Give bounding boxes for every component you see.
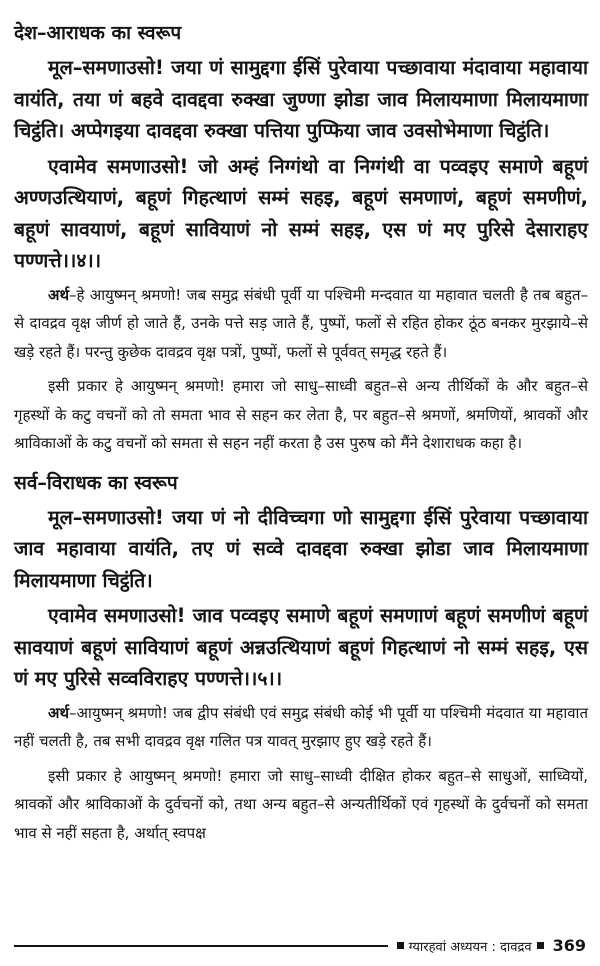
- section-heading: देश–आराधक का स्वरूप: [14, 22, 182, 44]
- arth-text: –हे आयुष्मन् श्रमणो! जब समुद्र संबंधी पूर्वी या पश्चिमी मन्दवात या महावात चलती है तब बहुत–से दावद्रव वृक्ष जीर्ण हो जाते हैं, उनके पत्ते सड़ जाते हैं, पुष्पों, फलों से रहित होकर ठूंठ बनकर मुरझाये–से खड़े रहते हैं। परन्तु कुछेक दावद्रव वृक्ष पत्रों, पुष्पों, फलों से पूर्ववत् समृद्ध रहते हैं।: [14, 285, 588, 361]
- arth-paragraph: [14, 281, 588, 367]
- section-sarva-viradhak: [14, 468, 588, 848]
- page-footer: [14, 936, 586, 955]
- chapter-title: ग्यारहवां अध्ययन : दावद्रव: [408, 939, 532, 955]
- section-desh-aradhak: [14, 18, 588, 458]
- mool-paragraph: मूल–समणाउसो! जया णं सामुद्दगा ईसिं पुरेवाया पच्छावाया मंदावाया महावाया वायंति, तया णं बहवे दावद्दवा रुक्खा जुण्णा झोडा जाव मिलायमाणा मिलायमाणा चिट्ठंति। अप्पेगइया दावद्दवा रुक्खा पत्तिया पुप्फिया जाव उवसोभेमाणा चिट्ठंति।: [14, 56, 588, 142]
- arth-paragraph: इसी प्रकार हे आयुष्मन् श्रमणो! हमारा जो साधु–साध्वी बहुत–से अन्य तीर्थिकों के और बहुत–से गृहस्थों के कटु वचनों को तो समता भाव से सहन कर लेता है, पर बहुत–से श्रमणों, श्रमणियों, श्रावकों और श्राविकाओं के कटु वचनों को समता से सहन नहीं करता है उस पुरुष को मैंने देशाराधक कहा है।: [14, 377, 588, 452]
- page-number: 369: [552, 936, 586, 955]
- arth-text: –आयुष्मन् श्रमणो! जब द्वीप संबंधी एवं समुद्र संबंधी कोई भी पूर्वी या पश्चिमी मंदवात या महावात नहीं चलती है, तब सभी दावद्रव वृक्ष गलित पत्र यावत् मुरझाए हुए खड़े रहते हैं।: [14, 703, 588, 750]
- arth-paragraph: इसी प्रकार हे आयुष्मन् श्रमणो! हमारा जो साधु–साध्वी दीक्षित होकर बहुत–से साधुओं, साध्वियों, श्रावकों और श्राविकाओं के दुर्वचनों को, तथा अन्य बहुत–से अन्यतीर्थिकों एवं गृहस्थों के दुर्वचनों को समता भाव से नहीं सहता है, अर्थात् स्वपक्ष: [14, 766, 588, 842]
- arth-paragraph: [14, 699, 588, 756]
- arth-label: अर्थ: [48, 703, 70, 722]
- arth-label: अर्थ: [48, 285, 70, 304]
- mool-paragraph: एवामेव समणाउसो! जाव पव्वइए समाणे बहूणं समणाणं बहूणं समणीणं बहूणं सावयाणं बहूणं सावियाणं बहूणं अन्नउत्थियाणं बहूणं गिहत्थाणं नो सम्मं सहइ, एस णं मए पुरिसे सव्वविराहए पण्णत्ते।।५।।: [14, 604, 588, 690]
- mool-paragraph: एवामेव समणाउसो! जो अम्हं निग्गंथो वा निग्गंथी वा पव्वइए समाणे बहूणं अण्णउत्थियाणं, बहूणं गिहत्थाणं सम्मं सहइ, बहूणं समणाणं, बहूणं समणीणं, बहूणं सावयाणं, बहूणं सावियाणं नो सम्मं सहइ, एस णं मए पुरिसे देसाराहए पण्णत्ते।।४।।: [14, 154, 588, 272]
- section-heading: सर्व–विराधक का स्वरूप: [14, 471, 178, 494]
- mool-paragraph: मूल–समणाउसो! जया णं नो दीविच्चगा णो सामुद्दगा ईसिं पुरेवाया पच्छावाया जाव महावाया वायंति, तए णं सव्वे दावद्दवा रुक्खा झोडा जाव मिलायमाणा मिलायमाणा चिट्ठंति।: [14, 505, 588, 592]
- footer-rule: [14, 945, 388, 947]
- square-bullet-icon: [397, 942, 404, 949]
- square-bullet-icon: [537, 942, 544, 949]
